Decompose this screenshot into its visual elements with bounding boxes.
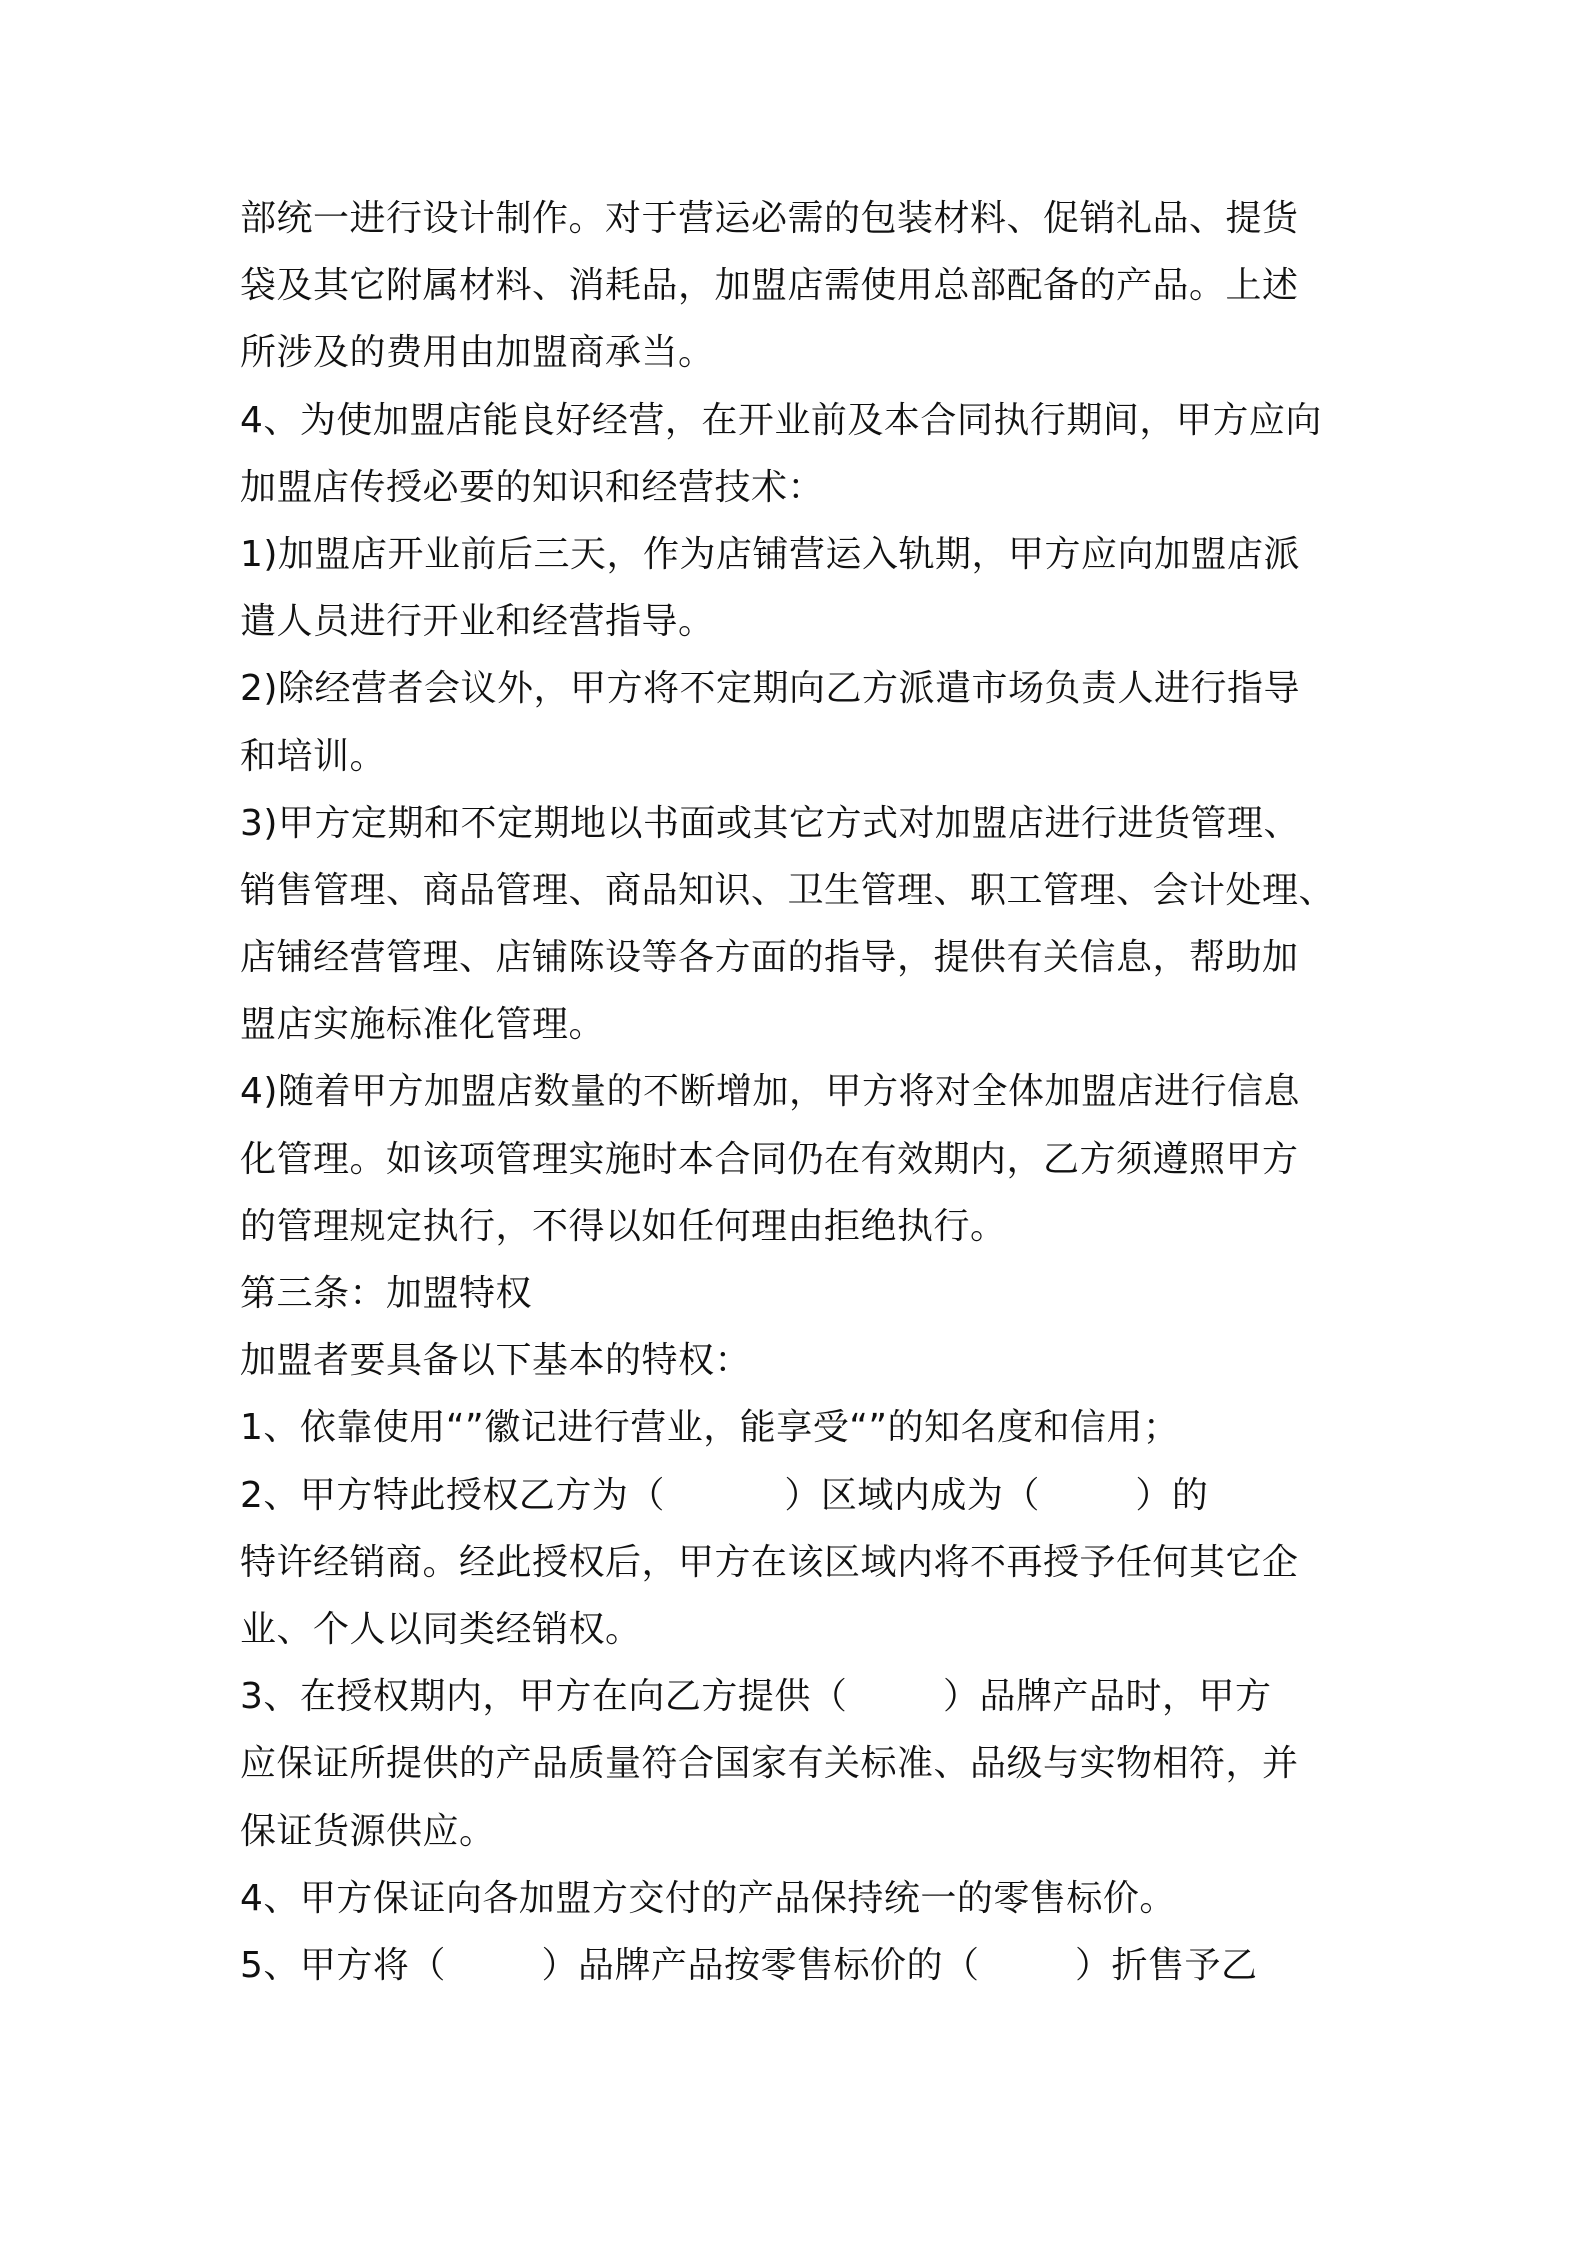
text-line: 5、甲方将（ ）品牌产品按零售标价的（ ）折售予乙 (240, 1944, 1258, 1986)
text-line: 4、甲方保证向各加盟方交付的产品保持统一的零售标价。 (240, 1877, 1176, 1919)
document-body (240, 185, 1360, 1999)
text-line: 袋及其它附属材料、消耗品，加盟店需使用总部配备的产品。上述 (240, 265, 1299, 307)
text-line: 4)随着甲方加盟店数量的不断增加，甲方将对全体加盟店进行信息 (240, 1071, 1300, 1113)
text-line: 部统一进行设计制作。对于营运必需的包装材料、促销礼品、提货 (240, 198, 1299, 239)
text-line: 1)加盟店开业前后三天，作为店铺营运入轨期，甲方应向加盟店派 (240, 533, 1300, 575)
text-line: 1、依靠使用“”徽记进行营业，能享受“”的知名度和信用； (240, 1407, 1180, 1449)
text-line: 的管理规定执行，不得以如任何理由拒绝执行。 (240, 1205, 1007, 1247)
text-line: 化管理。如该项管理实施时本合同仍在有效期内，乙方须遵照甲方 (240, 1138, 1299, 1180)
text-line: 应保证所提供的产品质量符合国家有关标准、品级与实物相符，并 (240, 1743, 1299, 1785)
text-line: 3)甲方定期和不定期地以书面或其它方式对加盟店进行进货管理、 (240, 802, 1300, 844)
text-line: 所涉及的费用由加盟商承当。 (240, 332, 715, 374)
text-line: 店铺经营管理、店铺陈设等各方面的指导，提供有关信息，帮助加 (240, 937, 1299, 979)
text-line: 销售管理、商品管理、商品知识、卫生管理、职工管理、会计处理、 (240, 869, 1336, 911)
text-line: 和培训。 (240, 735, 387, 777)
text-line: 2)除经营者会议外，甲方将不定期向乙方派遣市场负责人进行指导 (240, 668, 1300, 710)
section-heading: 第三条：加盟特权 (240, 1273, 533, 1314)
text-line: 特许经销商。经此授权后，甲方在该区域内将不再授予任何其它企 (240, 1541, 1299, 1583)
text-line: 遣人员进行开业和经营指导。 (240, 601, 715, 643)
text-line: 盟店实施标准化管理。 (240, 1004, 606, 1046)
text-line: 保证货源供应。 (240, 1810, 496, 1852)
text-line: 业、个人以同类经销权。 (240, 1608, 642, 1650)
text-line: 加盟店传授必要的知识和经营技术： (240, 466, 825, 508)
text-line: 4、为使加盟店能良好经营，在开业前及本合同执行期间，甲方应向 (240, 399, 1322, 441)
text-line: 3、在授权期内，甲方在向乙方提供（ ）品牌产品时，甲方 (240, 1676, 1272, 1718)
text-line: 2、甲方特此授权乙方为（ ）区域内成为（ ）的 (240, 1474, 1209, 1516)
text-line: 加盟者要具备以下基本的特权： (240, 1340, 752, 1382)
